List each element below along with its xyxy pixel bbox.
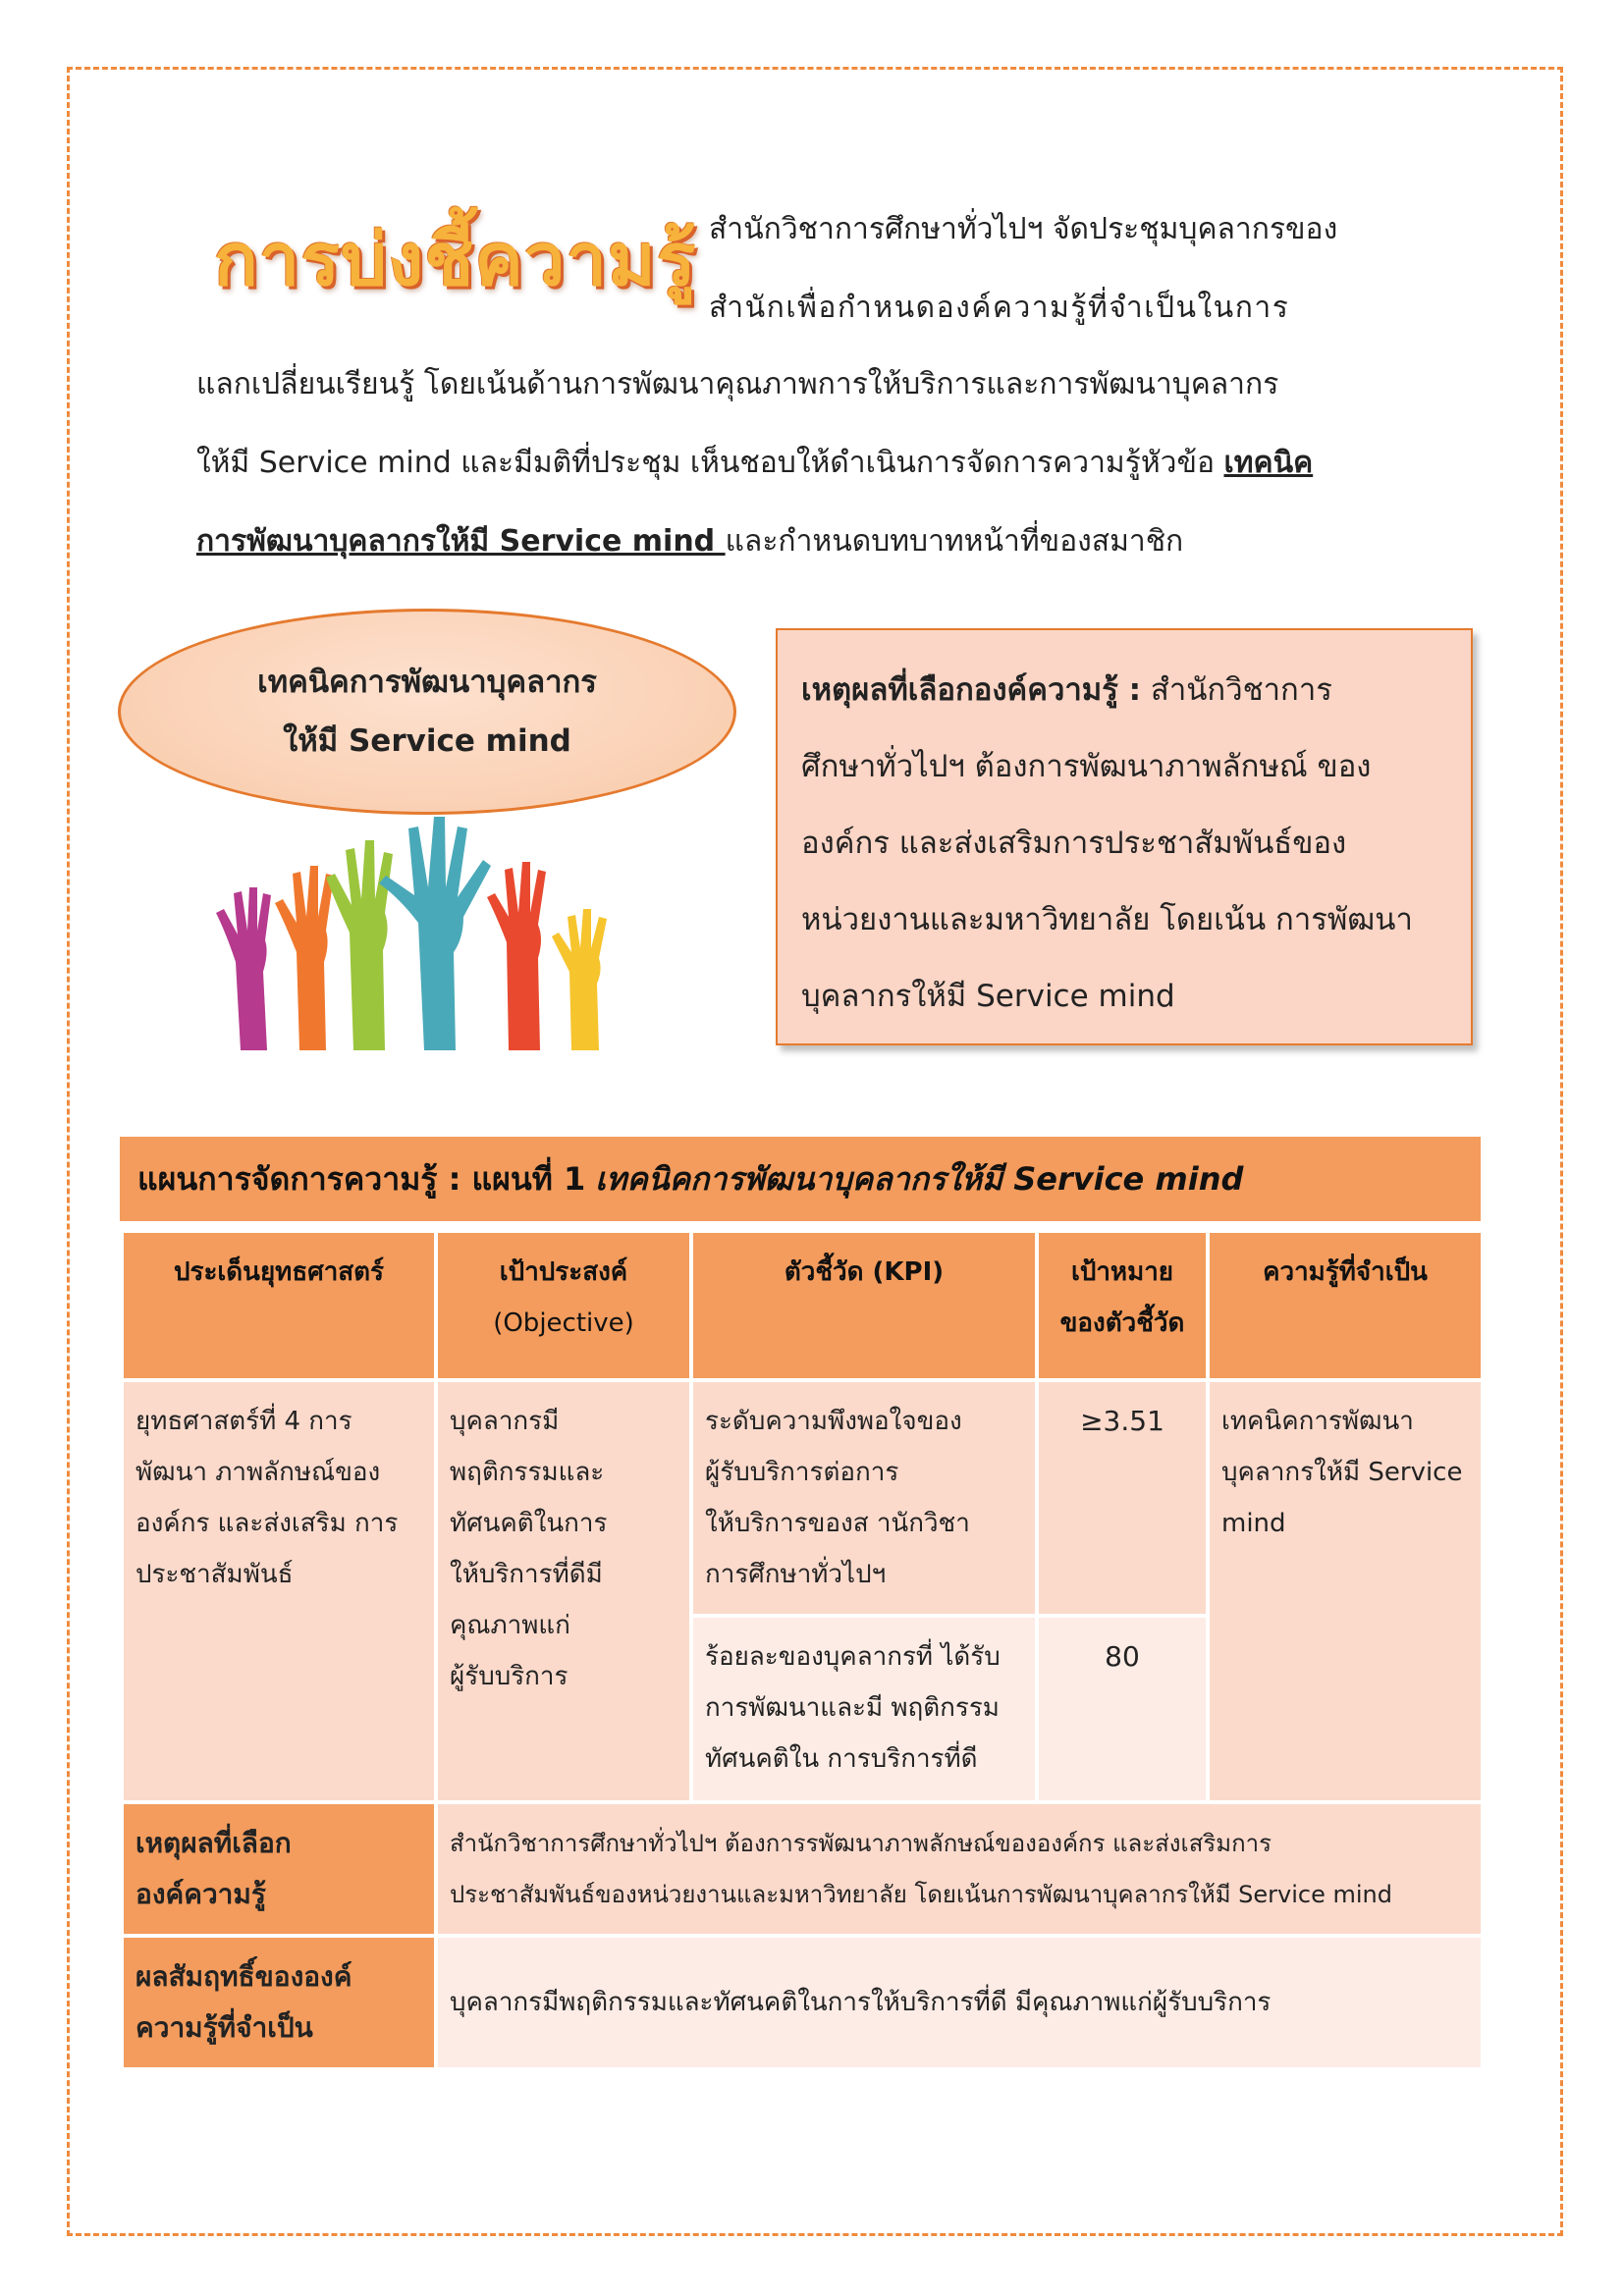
header-objective-label: เป้าประสงค์: [499, 1257, 628, 1287]
cell-reason-text: สำนักวิชาการศึกษาทั่วไปฯ ต้องการรพัฒนาภาพลักษณ์ขององค์กร และส่งเสริมการ ประชาสัมพันธ์ของหน่วยงานและมหาวิทยาลัย โดยเน้นการพัฒนาบุคลากรให้มี Service mind: [436, 1802, 1483, 1936]
hand-yellow: [552, 909, 607, 1050]
reason-box: [776, 628, 1473, 1045]
intro-line-5-text: และกำหนดบทบาทหน้าที่ของสมาชิก: [725, 524, 1184, 559]
header-target: เป้าหมาย ของตัวชี้วัด: [1037, 1231, 1208, 1380]
header-objective: [436, 1231, 691, 1380]
reason-box-line-1: [801, 652, 1451, 728]
cell-outcome-text: บุคลากรมีพฤติกรรมและทัศนคติในการให้บริการที่ดี มีคุณภาพแก่ผู้รับบริการ: [436, 1936, 1483, 2069]
topic-link-part1[interactable]: เทคนิค: [1223, 446, 1314, 480]
plan-title: [120, 1137, 1481, 1225]
header-knowledge: ความรู้ที่จำเป็น: [1208, 1231, 1483, 1380]
hand-orange: [275, 866, 334, 1050]
header-kpi: ตัวชี้วัด (KPI): [691, 1231, 1037, 1380]
cell-kpi-2: ร้อยละของบุคลากรที่ ได้รับ การพัฒนาและมี พฤติกรรม ทัศนคติใน การบริการที่ดี: [691, 1616, 1037, 1802]
topic-link-part2[interactable]: การพัฒนาบุคลากรให้มี Service mind: [196, 524, 726, 559]
hand-red: [487, 862, 546, 1050]
table-row-outcome: [122, 1936, 1483, 2069]
knowledge-plan-table: [120, 1229, 1485, 2071]
hand-green: [326, 840, 393, 1050]
reason-box-line-2: ศึกษาทั่วไปฯ ต้องการพัฒนาภาพลักษณ์ ของ: [801, 749, 1372, 784]
reason-box-line-3: องค์กร และส่งเสริมการประชาสัมพันธ์ของ: [801, 826, 1347, 861]
intro-line-5: [196, 518, 1183, 564]
reason-box-label: เหตุผลที่เลือกองค์ความรู้ :: [801, 672, 1142, 708]
hand-teal: [379, 817, 491, 1050]
cell-kpi-1: ระดับความพึงพอใจของ ผู้รับบริการต่อการ ให้บริการของส านักวิชา การศึกษาทั่วไปฯ: [691, 1380, 1037, 1616]
header-strategy: ประเด็นยุทธศาสตร์: [122, 1231, 436, 1380]
intro-line-4-text: ให้มี Service mind และมีมติที่ประชุม เห็นชอบให้ดำเนินการจัดการความรู้หัวข้อ: [196, 446, 1224, 480]
cell-objective: บุคลากรมี พฤติกรรมและ ทัศนคติในการ ให้บริการที่ดีมี คุณภาพแก่ ผู้รับบริการ: [436, 1380, 691, 1802]
cell-knowledge: เทคนิคการพัฒนา บุคลากรให้มี Service mind: [1208, 1380, 1483, 1802]
cell-target-2: 80: [1037, 1616, 1208, 1802]
cell-strategy: ยุทธศาสตร์ที่ 4 การ พัฒนา ภาพลักษณ์ของ องค์กร และส่งเสริม การ ประชาสัมพันธ์: [122, 1380, 436, 1802]
plan-title-topic: เทคนิคการพัฒนาบุคลากรให้มี Service mind: [595, 1159, 1244, 1198]
header-objective-sub: (Objective): [493, 1308, 634, 1338]
intro-line-2: สำนักเพื่อกำหนดองค์ความรู้ที่จำเป็นในการ: [709, 291, 1290, 325]
intro-line-1: สำนักวิชาการศึกษาทั่วไปฯ จัดประชุมบุคลากรของ: [709, 212, 1338, 246]
page-title: การบ่งชี้ความรู้: [214, 218, 697, 302]
reason-box-text-1: สำนักวิชาการ: [1141, 672, 1332, 708]
raised-hands-illustration: [206, 815, 677, 1050]
cell-outcome-label: ผลสัมฤทธิ์ขององค์ ความรู้ที่จำเป็น: [122, 1936, 436, 2069]
hand-purple: [216, 887, 271, 1050]
table-header-row: [122, 1231, 1483, 1380]
oval-line-2: ให้มี Service mind: [283, 723, 571, 759]
intro-line-4: [196, 440, 1313, 486]
reason-box-line-5: บุคลากรให้มี Service mind: [801, 979, 1175, 1014]
cell-reason-label: เหตุผลที่เลือก องค์ความรู้: [122, 1802, 436, 1936]
topic-oval: [118, 609, 736, 815]
table-row-kpi-1: [122, 1380, 1483, 1616]
oval-line-1: เทคนิคการพัฒนาบุคลากร: [257, 665, 597, 700]
reason-box-line-4: หน่วยงานและมหาวิทยาลัย โดยเน้น การพัฒนา: [801, 902, 1413, 937]
intro-line-3: แลกเปลี่ยนเรียนรู้ โดยเน้นด้านการพัฒนาคุณภาพการให้บริการและการพัฒนาบุคลากร: [196, 367, 1279, 401]
cell-target-1: ≥3.51: [1037, 1380, 1208, 1616]
plan-title-prefix: แผนการจัดการความรู้ : แผนที่ 1: [137, 1159, 586, 1198]
table-row-reason: [122, 1802, 1483, 1936]
